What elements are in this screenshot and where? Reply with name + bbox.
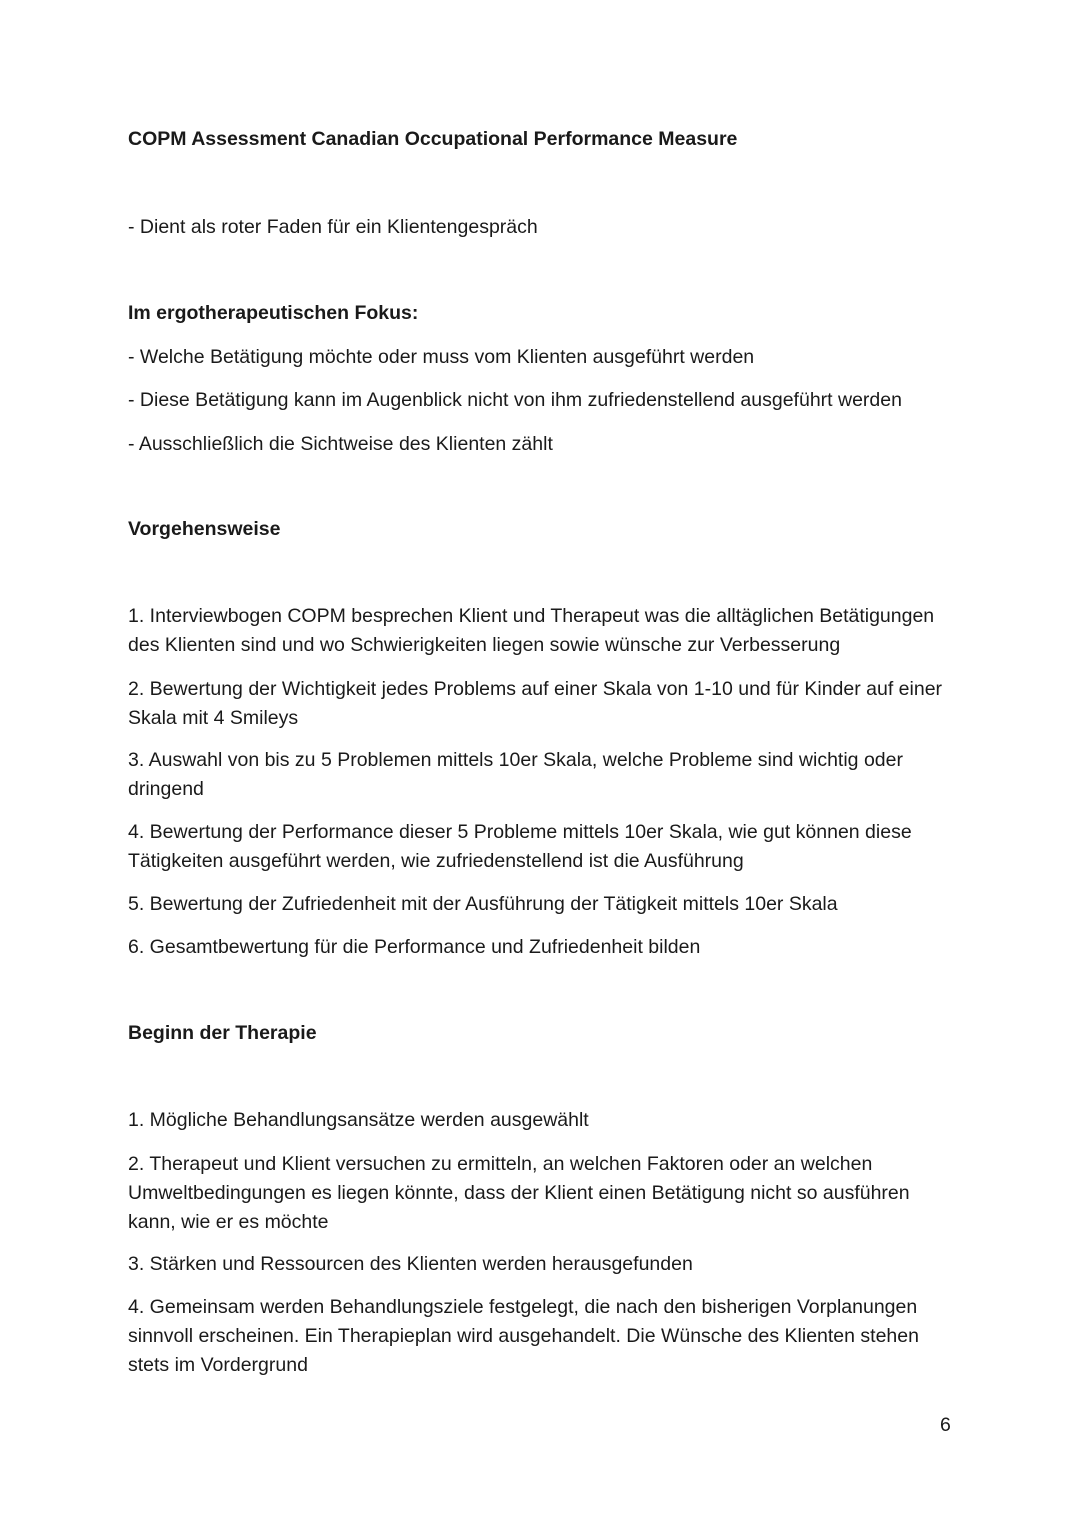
page-number: 6: [940, 1414, 951, 1436]
therapy-item: 3. Stärken und Ressourcen des Klienten werden herausgefunden: [128, 1253, 693, 1275]
therapy-item: 4. Gemeinsam werden Behandlungsziele festgelegt, die nach den bisherigen Vorplanungen sinnvoll erscheinen. Ein Therapieplan wird ausgehandelt. Die Wünsche des Klienten stehen stets im Vordergrund: [128, 1296, 919, 1376]
therapy-item: 2. Therapeut und Klient versuchen zu ermitteln, an welchen Faktoren oder an welchen Umweltbedingungen es liegen könnte, dass der Klient einen Betätigung nicht so ausführen kann, wie er es möchte: [128, 1153, 910, 1233]
procedure-item: 5. Bewertung der Zufriedenheit mit der Ausführung der Tätigkeit mittels 10er Skala: [128, 893, 838, 915]
therapy-item: 1. Mögliche Behandlungsansätze werden ausgewählt: [128, 1109, 589, 1131]
procedure-heading: Vorgehensweise: [128, 518, 281, 540]
document-page: [128, 0, 958, 1527]
focus-bullet: - Ausschließlich die Sichtweise des Klienten zählt: [128, 433, 553, 455]
procedure-item: 6. Gesamtbewertung für die Performance und Zufriedenheit bilden: [128, 936, 701, 958]
focus-bullet: - Welche Betätigung möchte oder muss vom Klienten ausgeführt werden: [128, 346, 755, 368]
document-title: COPM Assessment Canadian Occupational Performance Measure: [128, 128, 738, 150]
procedure-item: 4. Bewertung der Performance dieser 5 Probleme mittels 10er Skala, wie gut können diese Tätigkeiten ausgeführt werden, wie zufriedenstellend ist die Ausführung: [128, 821, 912, 872]
intro-bullet: - Dient als roter Faden für ein Klientengespräch: [128, 216, 538, 238]
focus-bullet: - Diese Betätigung kann im Augenblick nicht von ihm zufriedenstellend ausgeführt werden: [128, 389, 902, 411]
focus-heading: Im ergotherapeutischen Fokus:: [128, 302, 419, 324]
procedure-item: 3. Auswahl von bis zu 5 Problemen mittels 10er Skala, welche Probleme sind wichtig oder dringend: [128, 749, 903, 800]
procedure-item: 2. Bewertung der Wichtigkeit jedes Problems auf einer Skala von 1-10 und für Kinder auf einer Skala mit 4 Smileys: [128, 678, 943, 729]
procedure-item: 1. Interviewbogen COPM besprechen Klient und Therapeut was die alltäglichen Betätigungen des Klienten sind und wo Schwierigkeiten liegen sowie wünsche zur Verbesserung: [128, 605, 935, 656]
therapy-heading: Beginn der Therapie: [128, 1022, 317, 1044]
